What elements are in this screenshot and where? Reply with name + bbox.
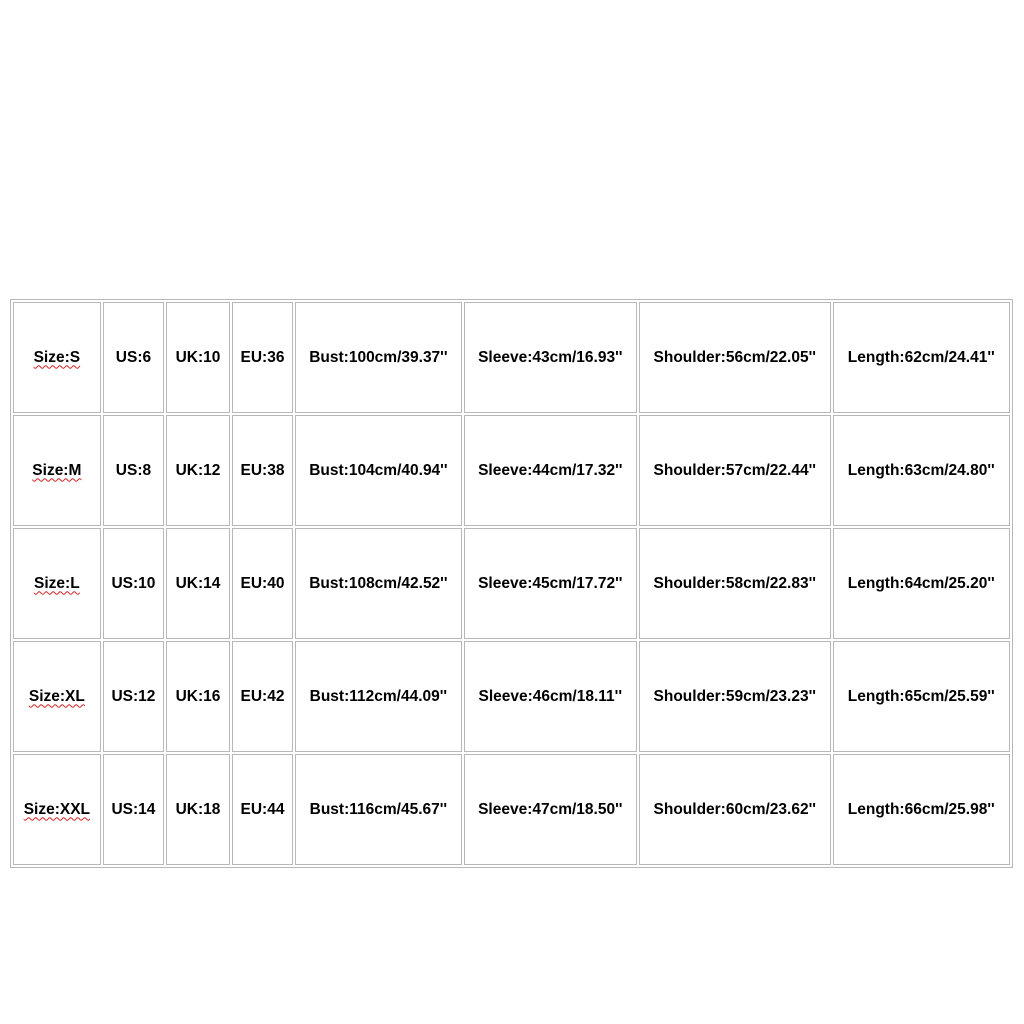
- size-label: Size:XXL: [23, 800, 91, 818]
- us-size-cell: US:8: [103, 415, 165, 526]
- sleeve-cell: Sleeve:46cm/18.11'': [464, 641, 637, 752]
- uk-size-cell: UK:14: [166, 528, 230, 639]
- shoulder-cell: Shoulder:60cm/23.62'': [639, 754, 831, 865]
- length-cell: Length:65cm/25.59'': [833, 641, 1010, 752]
- size-label: Size:M: [32, 461, 82, 479]
- uk-size-cell: UK:18: [166, 754, 230, 865]
- size-cell: [13, 302, 101, 413]
- table-row: [13, 302, 1010, 413]
- eu-size-cell: EU:44: [232, 754, 294, 865]
- uk-size-cell: UK:16: [166, 641, 230, 752]
- sleeve-cell: Sleeve:45cm/17.72'': [464, 528, 637, 639]
- us-size-cell: US:12: [103, 641, 165, 752]
- table-row: [13, 754, 1010, 865]
- shoulder-cell: Shoulder:56cm/22.05'': [639, 302, 831, 413]
- size-label: Size:L: [34, 574, 80, 592]
- eu-size-cell: EU:40: [232, 528, 294, 639]
- eu-size-cell: EU:36: [232, 302, 294, 413]
- size-cell: [13, 754, 101, 865]
- shoulder-cell: Shoulder:59cm/23.23'': [639, 641, 831, 752]
- uk-size-cell: UK:10: [166, 302, 230, 413]
- size-label: Size:S: [33, 348, 81, 366]
- shoulder-cell: Shoulder:58cm/22.83'': [639, 528, 831, 639]
- sleeve-cell: Sleeve:43cm/16.93'': [464, 302, 637, 413]
- size-cell: [13, 415, 101, 526]
- table-row: [13, 641, 1010, 752]
- size-cell: [13, 528, 101, 639]
- table-row: [13, 415, 1010, 526]
- bust-cell: Bust:112cm/44.09'': [295, 641, 461, 752]
- bust-cell: Bust:116cm/45.67'': [295, 754, 461, 865]
- bust-cell: Bust:108cm/42.52'': [295, 528, 461, 639]
- bust-cell: Bust:104cm/40.94'': [295, 415, 461, 526]
- size-label: Size:XL: [28, 687, 85, 705]
- sleeve-cell: Sleeve:44cm/17.32'': [464, 415, 637, 526]
- length-cell: Length:64cm/25.20'': [833, 528, 1010, 639]
- eu-size-cell: EU:38: [232, 415, 294, 526]
- table-row: [13, 528, 1010, 639]
- bust-cell: Bust:100cm/39.37'': [295, 302, 461, 413]
- length-cell: Length:62cm/24.41'': [833, 302, 1010, 413]
- uk-size-cell: UK:12: [166, 415, 230, 526]
- size-chart-table: [10, 299, 1013, 868]
- us-size-cell: US:6: [103, 302, 165, 413]
- us-size-cell: US:10: [103, 528, 165, 639]
- length-cell: Length:66cm/25.98'': [833, 754, 1010, 865]
- eu-size-cell: EU:42: [232, 641, 294, 752]
- size-cell: [13, 641, 101, 752]
- shoulder-cell: Shoulder:57cm/22.44'': [639, 415, 831, 526]
- sleeve-cell: Sleeve:47cm/18.50'': [464, 754, 637, 865]
- us-size-cell: US:14: [103, 754, 165, 865]
- length-cell: Length:63cm/24.80'': [833, 415, 1010, 526]
